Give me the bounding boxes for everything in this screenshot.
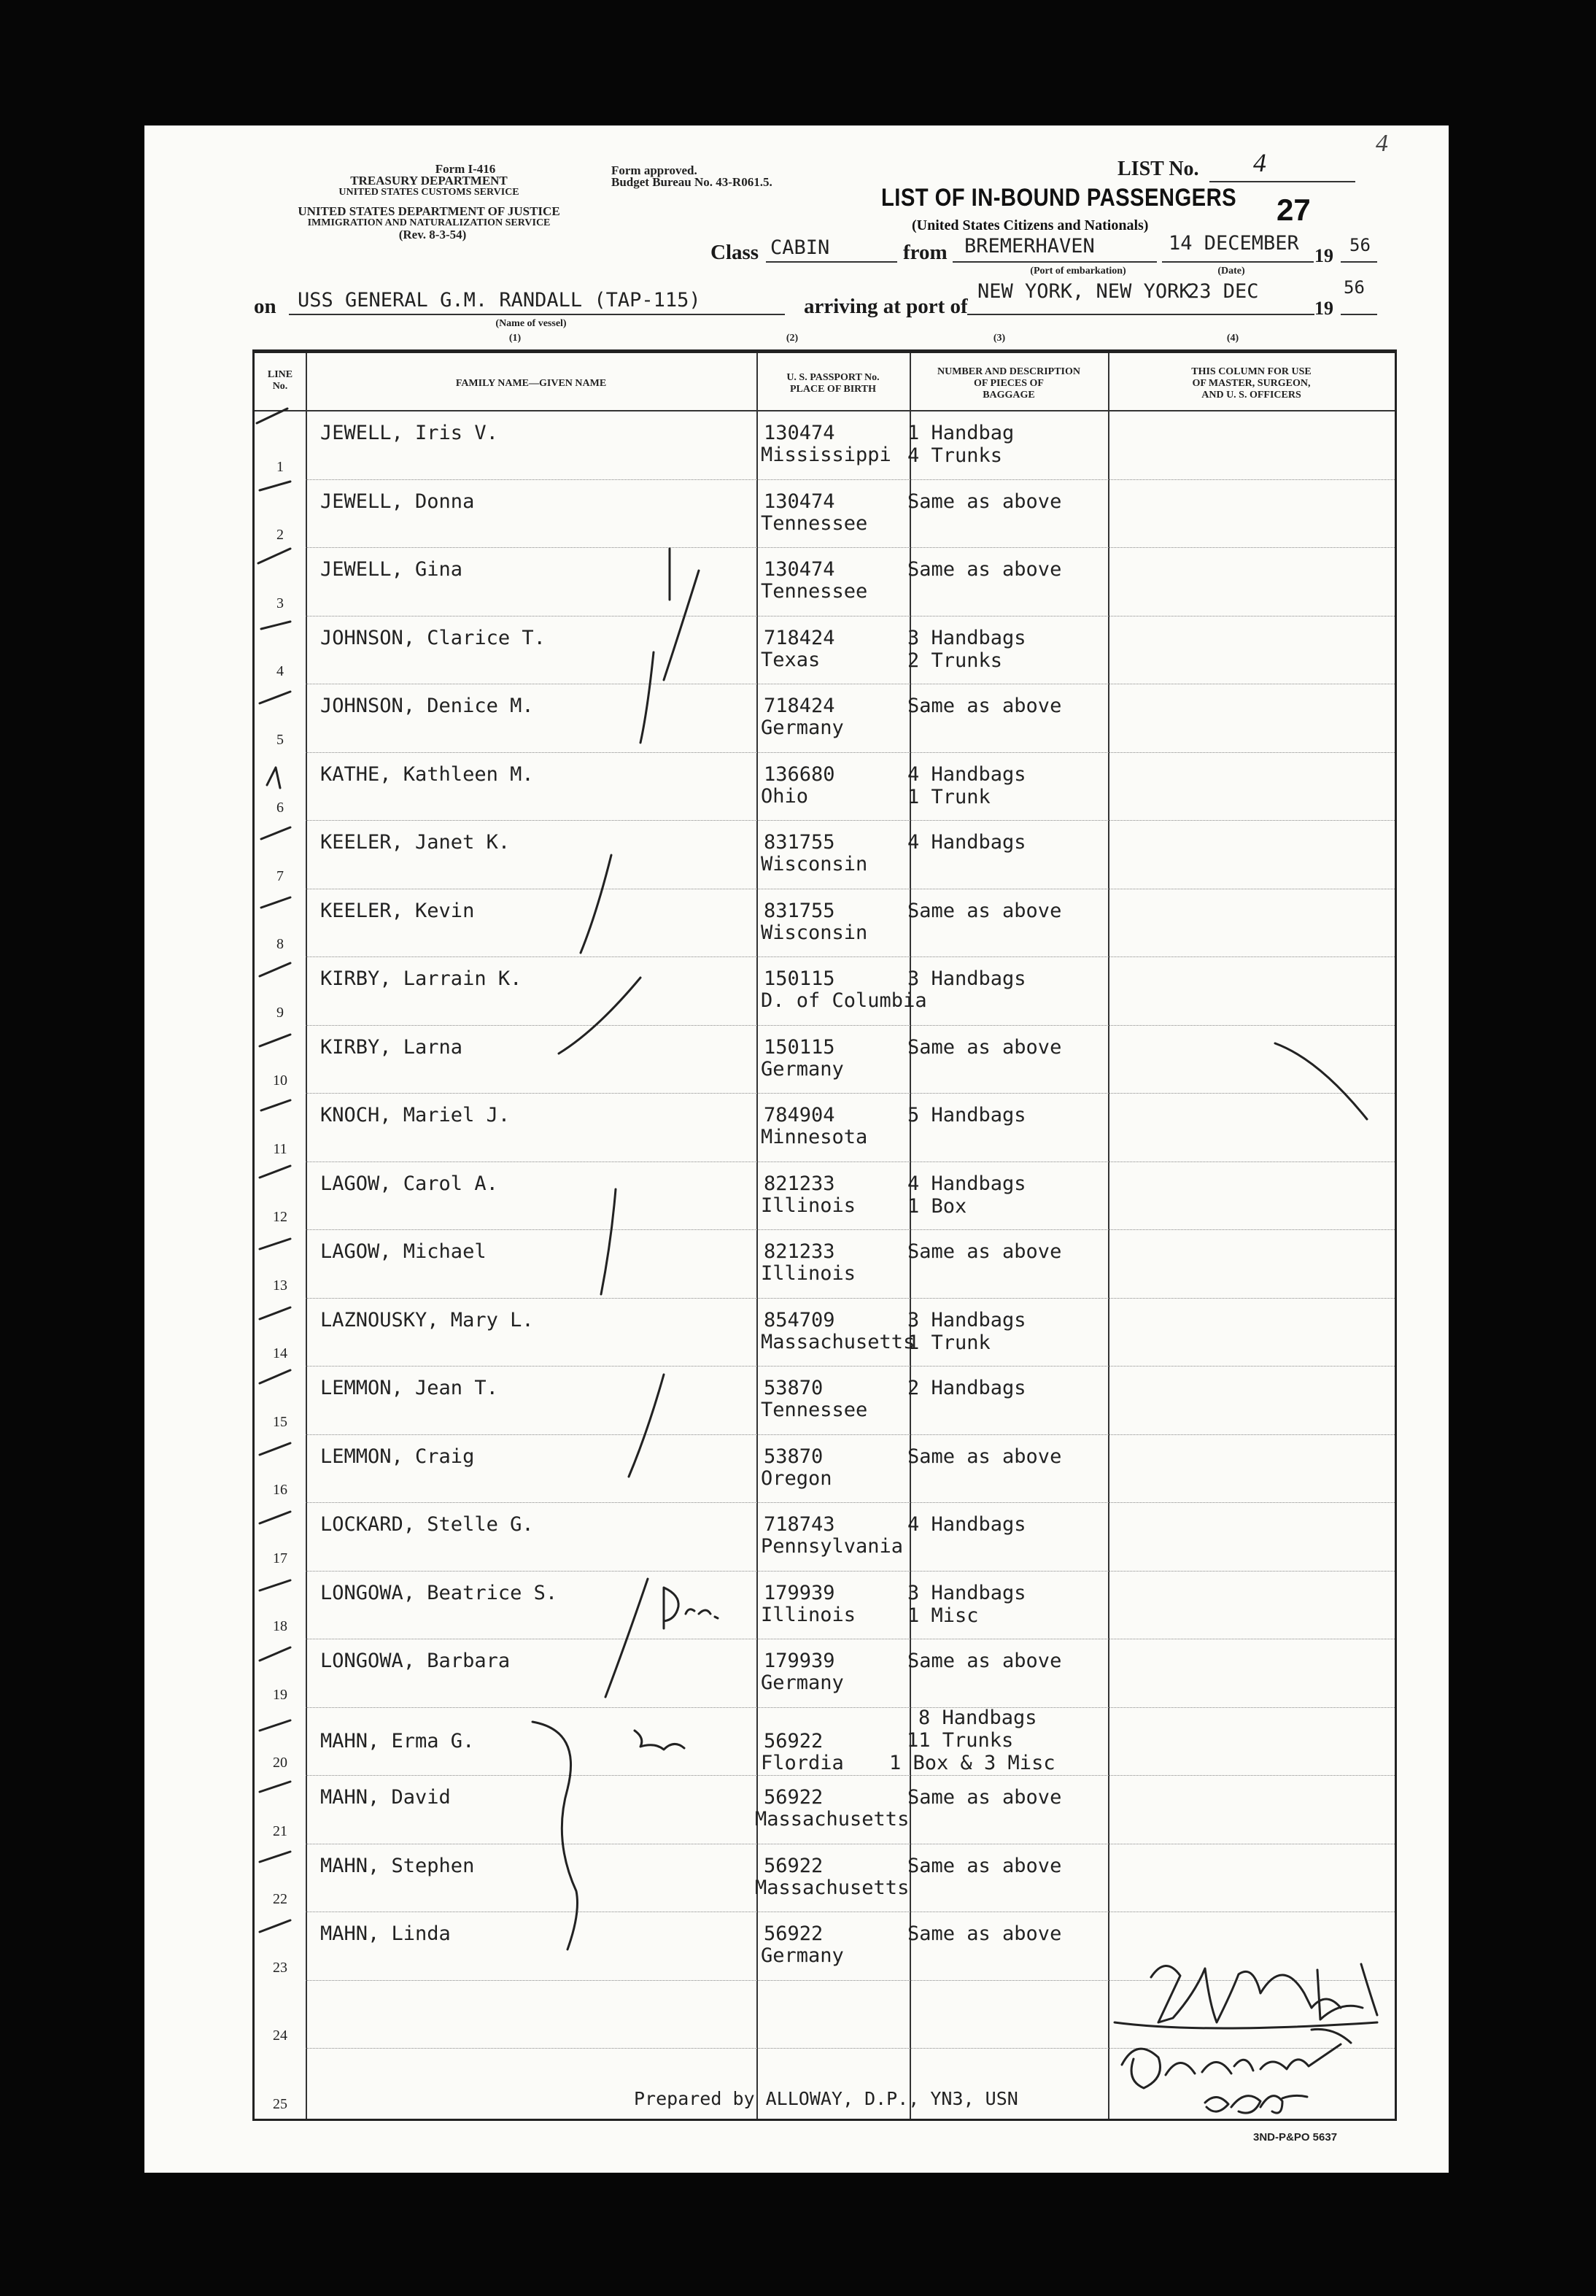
- check-mark-15: [260, 1370, 290, 1383]
- line-number: 14: [273, 1345, 287, 1361]
- long-slashes: [559, 549, 1367, 1697]
- passport-number: 784904: [764, 1104, 835, 1126]
- signature-mark-3: [1122, 2029, 1351, 2088]
- page-subtitle: (United States Citizens and Nationals): [912, 217, 1149, 233]
- check-mark-17: [260, 1512, 290, 1523]
- passenger-name: JEWELL, Donna: [320, 490, 475, 513]
- place-of-birth: Massachusetts: [761, 1330, 915, 1353]
- place-of-birth: Ohio: [761, 784, 809, 808]
- line-number: 8: [276, 936, 284, 952]
- check-mark-13: [260, 1239, 290, 1249]
- baggage: Same as above: [907, 899, 1062, 922]
- line-number: 2: [276, 527, 284, 543]
- place-of-birth: Minnesota: [761, 1126, 868, 1148]
- vessel-name: USS GENERAL G.M. RANDALL (TAP-115): [298, 289, 701, 312]
- baggage: Same as above: [907, 558, 1062, 581]
- passenger-name: LAGOW, Carol A.: [320, 1172, 498, 1195]
- baggage: 4 Handbags: [907, 1513, 1026, 1536]
- place-of-birth: Wisconsin: [761, 921, 868, 944]
- baggage: 4 Handbags 1 Box: [907, 1172, 1026, 1218]
- embark-caption: (Port of embarkation): [1030, 266, 1126, 277]
- baggage: 4 Handbags 1 Trunk: [907, 762, 1026, 808]
- line-number: 20: [273, 1755, 287, 1771]
- place-of-birth: Illinois: [761, 1262, 856, 1285]
- check-marks: [257, 409, 290, 1932]
- place-of-birth: Pennsylvania: [761, 1535, 904, 1558]
- header-baggage: NUMBER AND DESCRIPTION OF PIECES OF BAGGAGE: [937, 366, 1081, 401]
- baggage: Same as above: [907, 1786, 1062, 1809]
- arriving-label: arriving at port of: [804, 295, 968, 318]
- slash-mark-johnson: [640, 652, 654, 743]
- passenger-name: LAZNOUSKY, Mary L.: [320, 1308, 534, 1331]
- place-of-birth: Tennessee: [761, 1399, 868, 1421]
- line-number: 22: [273, 1891, 287, 1907]
- form-number: Form I-416: [435, 162, 496, 176]
- baggage: Same as above: [907, 1445, 1062, 1468]
- form-approved: Form approved.: [611, 163, 697, 177]
- passport-number: 718743: [764, 1513, 835, 1536]
- line-number: 15: [273, 1413, 287, 1430]
- line-number: 5: [276, 731, 284, 748]
- header-name: FAMILY NAME—GIVEN NAME: [455, 378, 607, 389]
- baggage: Same as above: [907, 1035, 1062, 1059]
- baggage: 3 Handbags 1 Trunk: [907, 1308, 1026, 1354]
- passport-number: 136680: [764, 762, 835, 786]
- passport-number: 854709: [764, 1308, 835, 1331]
- line-number: 1: [276, 458, 284, 475]
- line-number: 25: [273, 2095, 287, 2112]
- slash-mark-lemmon: [629, 1375, 664, 1477]
- place-of-birth: Germany: [761, 1944, 844, 1967]
- passenger-name: JEWELL, Iris V.: [320, 422, 498, 444]
- check-mark-9: [260, 963, 290, 976]
- list-no-handwritten: 4: [1253, 148, 1266, 177]
- passport-number: 53870: [764, 1377, 824, 1399]
- place-of-birth: Germany: [761, 1057, 844, 1081]
- check-mark-23: [260, 1920, 290, 1932]
- check-mark-12: [260, 1166, 290, 1178]
- place-of-birth: Tennessee: [761, 580, 868, 603]
- passenger-name: KEELER, Janet K.: [320, 831, 511, 854]
- year-prefix: 19: [1314, 245, 1333, 266]
- print-code: 3ND-P&PO 5637: [1253, 2131, 1338, 2144]
- passenger-name: KATHE, Kathleen M.: [320, 762, 534, 786]
- departure-date: 14 DECEMBER: [1169, 232, 1299, 255]
- line-number: 3: [276, 595, 284, 611]
- passport-number: 130474: [764, 558, 835, 581]
- official-column-mark: [1275, 1043, 1367, 1119]
- passenger-name: LEMMON, Craig: [320, 1445, 475, 1468]
- check-mark-14: [260, 1307, 290, 1319]
- signature-mark-1: [1151, 1964, 1377, 2022]
- line-number: 12: [273, 1209, 287, 1225]
- passenger-name: MAHN, Linda: [320, 1922, 451, 1945]
- passport-number: 831755: [764, 831, 835, 854]
- passenger-name: KIRBY, Larna: [320, 1035, 463, 1059]
- line-number: 23: [273, 1959, 287, 1976]
- place-of-birth: Wisconsin: [761, 853, 868, 876]
- check-mark-6: [267, 768, 280, 788]
- baggage: Same as above: [907, 1650, 1062, 1672]
- date-caption: (Date): [1217, 266, 1245, 277]
- check-mark-16: [260, 1443, 290, 1455]
- check-mark-4: [261, 622, 290, 629]
- place-of-birth: Massachusetts: [755, 1876, 910, 1899]
- arrival-year: 56: [1344, 277, 1365, 298]
- signature-mark-4: [1205, 2095, 1307, 2113]
- slash-mark-lagow: [601, 1189, 616, 1294]
- from-value: BREMERHAVEN: [964, 235, 1095, 258]
- passenger-name: LEMMON, Jean T.: [320, 1377, 498, 1399]
- passport-number: 821233: [764, 1240, 835, 1263]
- line-number: 9: [276, 1004, 284, 1021]
- check-mark-2: [260, 482, 290, 490]
- baggage: 3 Handbags 1 Misc: [907, 1581, 1026, 1627]
- check-mark-8: [261, 897, 290, 908]
- initials-mark-2: [635, 1731, 684, 1750]
- place-of-birth: Germany: [761, 1671, 844, 1694]
- place-of-birth: Texas: [761, 648, 821, 671]
- corner-number: 4: [1376, 130, 1388, 157]
- slash-mark-longowa: [605, 1579, 648, 1697]
- passport-number: 718424: [764, 695, 835, 717]
- baggage: 4 Handbags: [907, 831, 1026, 854]
- header-passport: U. S. PASSPORT No. PLACE OF BIRTH: [786, 372, 880, 395]
- passenger-name: MAHN, Stephen: [320, 1854, 475, 1877]
- pen-marks-layer: [144, 125, 1449, 2173]
- col-2-caption: (2): [786, 333, 799, 344]
- baggage: Same as above: [907, 490, 1062, 513]
- budget-bureau: Budget Bureau No. 43-R061.5.: [611, 175, 772, 189]
- baggage: 3 Handbags: [907, 967, 1026, 990]
- place-of-birth: Tennessee: [761, 511, 868, 535]
- passenger-name: LONGOWA, Barbara: [320, 1650, 511, 1672]
- slash-mark-kirby: [559, 978, 640, 1054]
- check-mark-20: [260, 1720, 290, 1731]
- header-line-no: LINE No.: [267, 369, 293, 392]
- line-number: 13: [273, 1277, 287, 1294]
- passport-number: 179939: [764, 1650, 835, 1672]
- check-mark-7: [261, 827, 290, 839]
- line-number: 18: [273, 1618, 287, 1634]
- slash-mark-keeler: [581, 855, 611, 953]
- line-number: 6: [276, 800, 284, 816]
- passenger-name: KNOCH, Mariel J.: [320, 1104, 511, 1126]
- revision: (Rev. 8-3-54): [398, 228, 467, 241]
- page-title: LIST OF IN-BOUND PASSENGERS: [881, 184, 1237, 212]
- place-of-birth: Germany: [761, 716, 844, 739]
- arrival-date: 23 DEC: [1188, 280, 1259, 303]
- baggage: 3 Handbags 2 Trunks: [907, 626, 1026, 672]
- passport-number: 53870: [764, 1445, 824, 1468]
- year-value: 56: [1349, 235, 1371, 255]
- passenger-name: MAHN, Erma G.: [320, 1729, 475, 1752]
- passport-number: 831755: [764, 899, 835, 922]
- passport-number: 130474: [764, 422, 835, 444]
- check-mark-22: [260, 1852, 290, 1862]
- line-number: 4: [276, 663, 284, 679]
- line-number: 21: [273, 1823, 287, 1839]
- passenger-name: LAGOW, Michael: [320, 1240, 487, 1263]
- place-of-birth: Illinois: [761, 1194, 856, 1217]
- customs-service: UNITED STATES CUSTOMS SERVICE: [338, 187, 519, 198]
- signature-mark-2: [1115, 2022, 1377, 2028]
- class-label: Class: [710, 241, 759, 264]
- passenger-name: JOHNSON, Denice M.: [320, 695, 534, 717]
- baggage: 5 Handbags: [907, 1104, 1026, 1126]
- line-number: 19: [273, 1686, 287, 1703]
- line-number: 7: [276, 867, 284, 884]
- line-number: 11: [273, 1140, 287, 1157]
- class-value: CABIN: [770, 236, 830, 259]
- vessel-caption: (Name of vessel): [495, 318, 567, 329]
- justice-dept: UNITED STATES DEPARTMENT OF JUSTICE: [298, 204, 560, 218]
- place-of-birth: D. of Columbia: [761, 989, 927, 1012]
- place-of-birth: Illinois: [761, 1603, 856, 1626]
- passport-number: 150115: [764, 967, 835, 990]
- from-label: from: [903, 241, 948, 264]
- col-4-caption: (4): [1226, 333, 1239, 344]
- baggage: 2 Handbags: [907, 1377, 1026, 1399]
- line-number: 16: [273, 1482, 287, 1498]
- passport-number: 56922: [764, 1786, 824, 1809]
- check-mark-21: [260, 1782, 290, 1792]
- passport-number: 56922: [764, 1729, 824, 1752]
- arrival-port: NEW YORK, NEW YORK: [977, 280, 1191, 303]
- on-label: on: [254, 295, 276, 318]
- baggage: Same as above: [907, 1922, 1062, 1945]
- check-mark-19: [260, 1647, 290, 1661]
- passport-number: 179939: [764, 1581, 835, 1604]
- line-number: 17: [273, 1550, 287, 1566]
- check-mark-18: [260, 1580, 290, 1590]
- treasury-dept: TREASURY DEPARTMENT: [350, 174, 508, 188]
- passport-number: 56922: [764, 1854, 824, 1877]
- arrival-year-prefix: 19: [1314, 298, 1333, 319]
- check-mark-10: [260, 1035, 290, 1046]
- manifest-page: [144, 125, 1449, 2173]
- check-mark-3: [258, 549, 290, 563]
- passenger-name: JEWELL, Gina: [320, 558, 463, 581]
- passenger-name: LOCKARD, Stelle G.: [320, 1513, 534, 1536]
- prepared-by: Prepared by ALLOWAY, D.P., YN3, USN: [634, 2088, 1018, 2109]
- baggage: 1 Handbag 4 Trunks: [907, 422, 1015, 467]
- check-mark-1: [257, 409, 287, 423]
- list-no-label: LIST No.: [1117, 158, 1199, 180]
- baggage: 8 Handbags 11 Trunks 1 Box & 3 Misc: [889, 1706, 1055, 1774]
- col-3-caption: (3): [993, 333, 1006, 344]
- passenger-name: LONGOWA, Beatrice S.: [320, 1581, 558, 1604]
- passenger-name: MAHN, David: [320, 1786, 451, 1809]
- col-1-caption: (1): [508, 333, 522, 344]
- place-of-birth: Mississippi: [761, 444, 891, 466]
- place-of-birth: Massachusetts: [755, 1808, 910, 1831]
- passport-number: 130474: [764, 490, 835, 513]
- place-of-birth: Oregon: [761, 1466, 832, 1490]
- passenger-name: KEELER, Kevin: [320, 899, 475, 922]
- line-number: 10: [273, 1072, 287, 1089]
- check-mark-11: [261, 1100, 290, 1110]
- passenger-name: JOHNSON, Clarice T.: [320, 626, 546, 649]
- passport-number: 56922: [764, 1922, 824, 1945]
- baggage: Same as above: [907, 1240, 1062, 1263]
- place-of-birth: Flordia: [761, 1751, 844, 1774]
- passenger-name: KIRBY, Larrain K.: [320, 967, 522, 990]
- page-number: 27: [1277, 193, 1311, 227]
- signature: [1115, 1964, 1377, 2113]
- ins-service: IMMIGRATION AND NATURALIZATION SERVICE: [307, 217, 551, 228]
- baggage: Same as above: [907, 695, 1062, 717]
- header-official: THIS COLUMN FOR USE OF MASTER, SURGEON, AND U. S. OFFICERS: [1191, 366, 1312, 401]
- initials-mark-1: [664, 1588, 718, 1628]
- baggage: Same as above: [907, 1854, 1062, 1877]
- passport-number: 821233: [764, 1172, 835, 1195]
- check-mark-5: [260, 692, 290, 703]
- line-number: 24: [273, 2028, 287, 2044]
- bracket-mark-mahn: [532, 1722, 578, 1949]
- passport-number: 150115: [764, 1035, 835, 1059]
- passport-number: 718424: [764, 626, 835, 649]
